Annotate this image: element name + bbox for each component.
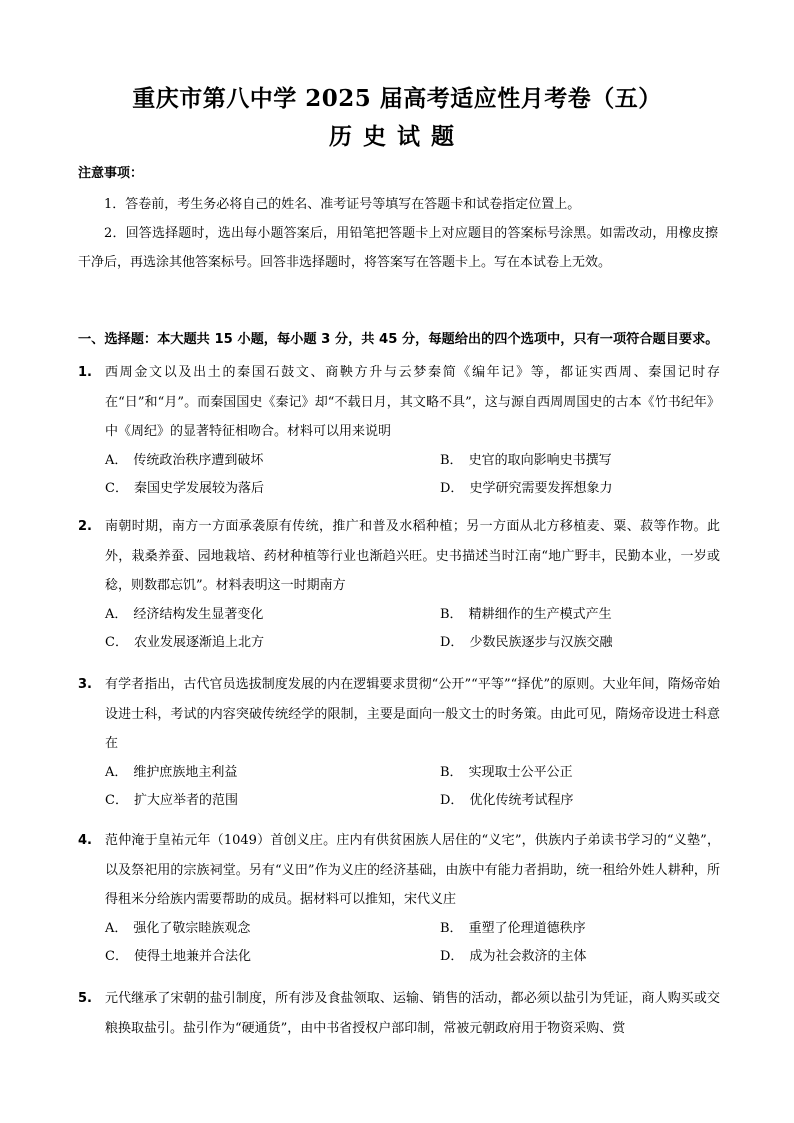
question-2 (78, 512, 720, 657)
subject-title: 历史试题 (329, 123, 465, 150)
option-b: B． 精耕细作的生产模式产生 (440, 606, 612, 622)
option-b: B． 重塑了伦理道德秩序 (440, 920, 586, 936)
option-d: D． 成为社会救济的主体 (440, 948, 587, 964)
exam-title: 重庆市第八中学 2025 届高考适应性月考卷（五） (132, 85, 662, 112)
option-c: C． 使得土地兼并合法化 (105, 948, 251, 964)
question-stem: 范仲淹于皇祐元年（1049）首创义庄。庄内有供贫困族人居住的“义宅”，供族内子弟读书学习的“义塾”，以及祭祀用的宗族祠堂。另有“义田”作为义庄的经济基础，由族中有能力者捐助，统一租给外姓人耕种，所得租米分给族内需要帮助的成员。据材料可以推知，宋代义庄 (105, 833, 720, 907)
question-number: 4. (78, 833, 92, 848)
notice-item: 1．答卷前，考生务必将自己的姓名、准考证号等填写在答题卡和试卷指定位置上。 (104, 197, 581, 212)
option-c: C． 农业发展逐渐追上北方 (105, 634, 264, 650)
option-d: D． 少数民族逐步与汉族交融 (440, 634, 613, 650)
option-c: C． 秦国史学发展较为落后 (105, 480, 264, 496)
option-d: D． 优化传统考试程序 (440, 792, 574, 808)
option-c: C． 扩大应举者的范围 (105, 792, 238, 808)
section-heading: 一、选择题：本大题共 15 小题，每小题 3 分，共 45 分，每题给出的四个选项中，只有一项符合题目要求。 (78, 332, 719, 347)
option-b: B． 史官的取向影响史书撰写 (440, 452, 612, 468)
notice-label: 注意事项： (78, 166, 144, 181)
option-list (105, 759, 720, 815)
option-list (105, 447, 720, 503)
question-3 (78, 670, 720, 815)
question-number: 3. (78, 677, 92, 692)
option-a: A． 强化了敬宗睦族观念 (105, 920, 251, 936)
notice-body (78, 190, 718, 277)
question-stem: 元代继承了宋朝的盐引制度，所有涉及食盐领取、运输、销售的活动，都必须以盐引为凭证，商人购买或交粮换取盐引。盐引作为“硬通货”，由中书省授权户部印制，常被元朝政府用于物资采购、赏 (105, 991, 720, 1036)
question-number: 2. (78, 519, 92, 534)
question-stem: 有学者指出，古代官员选拔制度发展的内在逻辑要求贯彻“公开”“平等”“择优”的原则。大业年间，隋炀帝始设进士科，考试的内容突破传统经学的限制，主要是面向一般文士的时务策。由此可见，隋炀帝设进士科意在 (105, 677, 720, 751)
option-b: B． 实现取士公平公正 (440, 764, 573, 780)
option-a: A． 经济结构发生显著变化 (105, 606, 264, 622)
question-number: 5. (78, 991, 92, 1006)
question-stem: 西周金文以及出土的秦国石鼓文、商鞅方升与云梦秦简《编年记》等，都证实西周、秦国记时存在“日”和“月”。而秦国国史《秦记》却“不载日月，其文略不具”，这与源自西周周国史的古本《竹书纪年》中《周纪》的显著特征相吻合。材料可以用来说明 (105, 365, 720, 439)
question-stem: 南朝时期，南方一方面承袭原有传统，推广和普及水稻种植；另一方面从北方移植麦、粟、菽等作物。此外，栽桑养蚕、园地栽培、药材种植等行业也渐趋兴旺。史书描述当时江南“地广野丰，民勤本业，一岁或稔，则数郡忘饥”。材料表明这一时期南方 (105, 519, 720, 593)
option-list (105, 601, 720, 657)
question-5 (78, 984, 720, 1043)
option-list (105, 915, 720, 971)
option-a: A． 传统政治秩序遭到破坏 (105, 452, 264, 468)
notice-item: 2．回答选择题时，选出每小题答案后，用铅笔把答题卡上对应题目的答案标号涂黑。如需改动，用橡皮擦干净后，再选涂其他答案标号。回答非选择题时，将答案写在答题卡上。写在本试卷上无效。 (78, 226, 718, 270)
option-d: D． 史学研究需要发挥想象力 (440, 480, 613, 496)
option-a: A． 维护庶族地主利益 (105, 764, 238, 780)
question-4 (78, 826, 720, 971)
question-number: 1. (78, 365, 92, 380)
question-1 (78, 358, 720, 503)
